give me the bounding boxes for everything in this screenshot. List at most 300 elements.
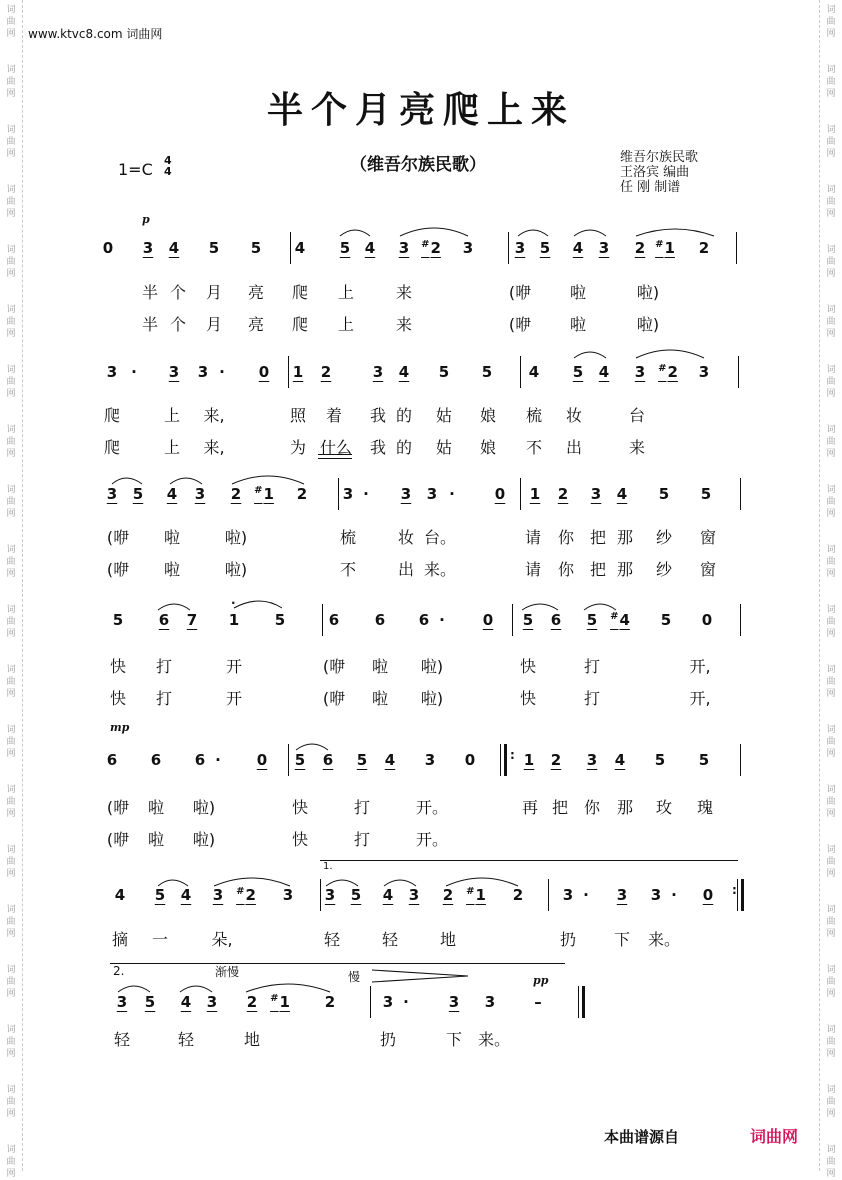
note: 4 — [166, 485, 178, 503]
lyric-syllable: 摘 — [111, 930, 129, 949]
lyric-syllable: 啦 — [163, 560, 181, 579]
note: 3 — [116, 993, 128, 1011]
note: – — [534, 993, 542, 1011]
lyric-syllable: 来 — [628, 438, 646, 457]
lyric-syllable: 半 — [141, 283, 159, 302]
lyric-syllable: 啦) — [224, 560, 248, 579]
note: 3 — [106, 363, 118, 381]
margin-watermark: 词 曲 网 — [826, 605, 836, 639]
note: 3 — [408, 886, 420, 904]
note: 0 — [464, 751, 476, 769]
note: 5 — [700, 485, 712, 503]
lyric-syllable: 地 — [439, 930, 457, 949]
lyric-syllable: 不 — [339, 560, 357, 579]
lyric-syllable: (咿 — [322, 657, 346, 676]
note: 1 — [529, 485, 541, 503]
lyric-syllable: 来, — [203, 406, 225, 425]
slur — [234, 601, 282, 608]
lyric-syllable: 快 — [109, 657, 127, 676]
slur — [584, 604, 616, 610]
lyric-syllable: 轻 — [381, 930, 399, 949]
lyric-syllable: 亮 — [247, 315, 265, 334]
note: 4 — [180, 993, 192, 1011]
lyric-syllable: 来 — [395, 283, 413, 302]
slur — [636, 350, 704, 358]
note: 5 — [586, 611, 598, 629]
slur — [232, 476, 304, 484]
note: 5 — [660, 611, 672, 629]
note: 6 — [322, 751, 334, 769]
note: · — [449, 485, 455, 503]
lyric-syllable: 纱 — [655, 528, 673, 547]
lyric-syllable: 月 — [205, 283, 223, 302]
note: 4 — [168, 239, 180, 257]
note: 3 — [212, 886, 224, 904]
note: 2 — [698, 239, 710, 257]
note: 6 — [194, 751, 206, 769]
note: 0 — [494, 485, 506, 503]
lyric-syllable: 下 — [445, 1030, 463, 1049]
note: · — [215, 751, 221, 769]
lyric-syllable: 玫 — [655, 798, 673, 817]
lyric-syllable: 轻 — [113, 1030, 131, 1049]
slur — [158, 604, 190, 610]
lyric-syllable: 啦 — [371, 657, 389, 676]
lyric-syllable: 开 — [225, 689, 243, 708]
margin-watermark: 词 曲 网 — [826, 1025, 836, 1059]
note: 4 — [364, 239, 376, 257]
note: 5 — [294, 751, 306, 769]
note: 4 — [180, 886, 192, 904]
margin-watermark: 词 曲 网 — [6, 1085, 16, 1119]
note: 3 — [194, 485, 206, 503]
volta-second-label: 2. — [113, 964, 125, 978]
lyric-syllable: 扔 — [379, 1030, 397, 1049]
lyric-syllable: 上 — [337, 315, 355, 334]
lyric-syllable: 上 — [163, 438, 181, 457]
lyric-syllable: 窗 — [699, 528, 717, 547]
lyric-syllable: 那 — [616, 528, 634, 547]
note: 2 — [557, 485, 569, 503]
lyric-syllable: 打 — [353, 830, 371, 849]
margin-watermark: 词 曲 网 — [826, 1145, 836, 1179]
margin-watermark: 词 曲 网 — [6, 725, 16, 759]
note: 4 — [382, 886, 394, 904]
volta-first-label: 1. — [323, 861, 333, 872]
credit-origin: 维吾尔族民歌 — [620, 150, 699, 165]
note: 5 — [481, 363, 493, 381]
time-signature-bottom: 4 — [164, 165, 172, 178]
lyric-syllable: 扔 — [559, 930, 577, 949]
note: · — [219, 363, 225, 381]
note: 6 — [418, 611, 430, 629]
note: 3 — [168, 363, 180, 381]
slur — [180, 986, 212, 992]
note: 3 — [206, 993, 218, 1011]
credit-arranger: 王洛宾 编曲 — [620, 165, 690, 180]
lyric-syllable: 啦) — [420, 657, 444, 676]
slur — [170, 478, 202, 484]
slur — [340, 230, 370, 236]
note: · — [403, 993, 409, 1011]
note: 4 — [114, 886, 126, 904]
note: #4 — [610, 611, 630, 629]
note: 3 — [462, 239, 474, 257]
lyric-syllable: 把 — [589, 560, 607, 579]
lyric-syllable: 姑 — [435, 438, 453, 457]
slur — [636, 229, 714, 236]
note: 3 — [586, 751, 598, 769]
song-title: 半个月亮爬上来 — [266, 89, 575, 131]
note: 4 — [598, 363, 610, 381]
note: 5 — [654, 751, 666, 769]
note: 2 — [550, 751, 562, 769]
note: 3 — [342, 485, 354, 503]
lyric-syllable: 啦 — [569, 315, 587, 334]
lyric-syllable: 纱 — [655, 560, 673, 579]
note: 5 — [274, 611, 286, 629]
margin-watermark: 词 曲 网 — [826, 125, 836, 159]
lyric-syllable: 啦 — [163, 528, 181, 547]
margin-watermark: 词 曲 网 — [6, 245, 16, 279]
lyric-syllable: (咿 — [508, 315, 532, 334]
note: 5 — [154, 886, 166, 904]
lyric-syllable: 梳 — [339, 528, 357, 547]
lyric-syllable: (咿 — [508, 283, 532, 302]
slur — [118, 986, 150, 992]
lyric-syllable: 爬 — [291, 283, 309, 302]
note: 4 — [398, 363, 410, 381]
note: 2 — [320, 363, 332, 381]
lyric-syllable: 啦 — [569, 283, 587, 302]
lyric-syllable: 来。 — [423, 560, 457, 579]
note: 2 — [230, 485, 242, 503]
lyric-syllable: 瑰 — [696, 798, 714, 817]
lyric-syllable: 来。 — [647, 930, 681, 949]
note: · — [363, 485, 369, 503]
lyric-syllable: 不 — [525, 438, 543, 457]
note: #2 — [236, 886, 256, 904]
lyric-syllable: 亮 — [247, 283, 265, 302]
lyric-syllable: 开 — [225, 657, 243, 676]
margin-watermark: 词 曲 网 — [6, 1145, 16, 1179]
note: 3 — [634, 363, 646, 381]
note: 3 — [106, 485, 118, 503]
lyric-syllable: 妆 — [565, 406, 583, 425]
key-signature: 1=C — [118, 160, 153, 179]
note: 5 — [132, 485, 144, 503]
lyric-syllable: 开, — [689, 657, 711, 676]
lyric-syllable: (咿 — [106, 798, 130, 817]
margin-watermark: 词 曲 网 — [826, 5, 836, 39]
note: 5 — [658, 485, 670, 503]
lyric-syllable: 姑 — [435, 406, 453, 425]
lyric-syllable: 我 — [369, 438, 387, 457]
slur — [326, 880, 358, 886]
lyric-syllable: 我 — [369, 406, 387, 425]
note: 6 — [374, 611, 386, 629]
note: 1 — [523, 751, 535, 769]
note: 5 — [698, 751, 710, 769]
lyric-syllable: 快 — [519, 689, 537, 708]
lyric-syllable: 打 — [583, 657, 601, 676]
lyric-syllable: 开, — [689, 689, 711, 708]
lyric-syllable: 把 — [551, 798, 569, 817]
note: 4 — [528, 363, 540, 381]
slur — [296, 744, 328, 750]
note: · — [439, 611, 445, 629]
lyric-syllable: 什么 — [319, 438, 353, 457]
note: 3 — [424, 751, 436, 769]
margin-watermark: 词 曲 网 — [6, 305, 16, 339]
lyric-syllable: 啦) — [192, 798, 216, 817]
lyric-syllable: 开。 — [415, 830, 449, 849]
note: 3 — [372, 363, 384, 381]
lyric-syllable: 啦 — [371, 689, 389, 708]
note: 6 — [158, 611, 170, 629]
margin-watermark: 词 曲 网 — [826, 785, 836, 819]
lyric-syllable: 打 — [353, 798, 371, 817]
margin-watermark: 词 曲 网 — [826, 965, 836, 999]
margin-watermark: 词 曲 网 — [6, 665, 16, 699]
slur — [522, 604, 558, 610]
lyric-syllable: 出 — [397, 560, 415, 579]
lyric-syllable: 的 — [395, 406, 413, 425]
lyric-syllable: 上 — [163, 406, 181, 425]
lyric-syllable: 月 — [205, 315, 223, 334]
lyric-syllable: 一 — [151, 930, 169, 949]
lyric-syllable: 半 — [141, 315, 159, 334]
footer-source: 本曲谱源自 — [604, 1128, 680, 1146]
lyric-syllable: 快 — [109, 689, 127, 708]
lyric-syllable: 上 — [337, 283, 355, 302]
slur — [574, 230, 606, 236]
margin-watermark: 词 曲 网 — [6, 605, 16, 639]
lyric-syllable: 啦 — [147, 798, 165, 817]
note: 5 — [250, 239, 262, 257]
lyric-syllable: 轻 — [323, 930, 341, 949]
lyric-syllable: 娘 — [479, 406, 497, 425]
lyric-syllable: 啦 — [147, 830, 165, 849]
repeat-dots: : — [732, 883, 737, 897]
note: 2 — [442, 886, 454, 904]
lyric-syllable: 轻 — [177, 1030, 195, 1049]
lyric-syllable: 着 — [325, 406, 343, 425]
note: 0 — [256, 751, 268, 769]
note: 0 — [701, 611, 713, 629]
note: #2 — [421, 239, 441, 257]
lyric-syllable: 爬 — [291, 315, 309, 334]
note: 6 — [106, 751, 118, 769]
lyric-syllable: 那 — [616, 560, 634, 579]
lyric-syllable: 地 — [243, 1030, 261, 1049]
lyric-syllable: 来 — [395, 315, 413, 334]
dynamic-pp: pp — [533, 974, 549, 987]
lyric-syllable: 出 — [565, 438, 583, 457]
note: 0 — [702, 886, 714, 904]
lyric-syllable: 个 — [169, 283, 187, 302]
lyric-syllable: 请 — [524, 560, 542, 579]
margin-watermark: 词 曲 网 — [826, 185, 836, 219]
lyric-syllable: 的 — [395, 438, 413, 457]
margin-watermark: 词 曲 网 — [826, 845, 836, 879]
note: 6 — [328, 611, 340, 629]
lyric-syllable: (咿 — [106, 528, 130, 547]
note: 0 — [258, 363, 270, 381]
lyric-syllable: 梳 — [525, 406, 543, 425]
tempo-gradual: 渐慢 — [215, 965, 240, 979]
note: 4 — [572, 239, 584, 257]
note: 3 — [448, 993, 460, 1011]
note: · — [131, 363, 137, 381]
note: 3 — [598, 239, 610, 257]
note: 3 — [142, 239, 154, 257]
lyric-syllable: 爬 — [103, 438, 121, 457]
note: 5 — [522, 611, 534, 629]
margin-watermark: 词 曲 网 — [826, 665, 836, 699]
note: 4 — [294, 239, 306, 257]
lyric-syllable: 来。 — [477, 1030, 511, 1049]
note: 3 — [650, 886, 662, 904]
slur — [158, 880, 188, 886]
lyric-syllable: 啦) — [224, 528, 248, 547]
slur — [446, 878, 518, 886]
lyric-syllable: 请 — [524, 528, 542, 547]
lyric-syllable: 你 — [557, 528, 575, 547]
lyric-syllable: 妆 — [397, 528, 415, 547]
margin-watermark: 词 曲 网 — [826, 1085, 836, 1119]
tempo-slow: 慢 — [348, 970, 361, 984]
note: 1 — [228, 611, 240, 629]
margin-watermark: 词 曲 网 — [6, 545, 16, 579]
note: 1 — [292, 363, 304, 381]
note: #1 — [655, 239, 675, 257]
note: 5 — [356, 751, 368, 769]
lyric-syllable: 朵, — [211, 930, 233, 949]
margin-watermark: 词 曲 网 — [826, 245, 836, 279]
lyric-syllable: 再 — [521, 798, 539, 817]
margin-watermark: 词 曲 网 — [6, 365, 16, 399]
margin-watermark: 词 曲 网 — [826, 485, 836, 519]
note: 5 — [350, 886, 362, 904]
lyric-syllable: 快 — [291, 830, 309, 849]
note: 6 — [550, 611, 562, 629]
site-url[interactable]: www.ktvc8.com — [28, 27, 123, 41]
note: 2 — [512, 886, 524, 904]
margin-watermark: 词 曲 网 — [6, 845, 16, 879]
lyric-syllable: (咿 — [106, 560, 130, 579]
note: 5 — [539, 239, 551, 257]
lyric-syllable: 啦) — [636, 315, 660, 334]
margin-watermark: 词 曲 网 — [6, 485, 16, 519]
slur — [246, 984, 330, 992]
hairpin — [372, 970, 468, 982]
margin-watermark: 词 曲 网 — [826, 725, 836, 759]
note: #2 — [658, 363, 678, 381]
slur — [112, 478, 142, 484]
note: 5 — [112, 611, 124, 629]
lyric-syllable: 个 — [169, 315, 187, 334]
lyric-syllable: (咿 — [322, 689, 346, 708]
slur — [574, 352, 606, 358]
lyric-syllable: 打 — [155, 657, 173, 676]
lyric-syllable: 快 — [519, 657, 537, 676]
note: 4 — [616, 485, 628, 503]
note: 3 — [590, 485, 602, 503]
lyric-syllable: 照 — [289, 406, 307, 425]
lyric-syllable: 台 — [628, 406, 646, 425]
lyric-syllable: 为 — [289, 438, 307, 457]
margin-watermark: 词 曲 网 — [826, 545, 836, 579]
note: #1 — [270, 993, 290, 1011]
margin-watermark: 词 曲 网 — [6, 5, 16, 39]
lyric-syllable: 把 — [589, 528, 607, 547]
margin-watermark: 词 曲 网 — [6, 425, 16, 459]
note: 3 — [562, 886, 574, 904]
lyric-syllable: 开。 — [415, 798, 449, 817]
lyric-syllable: (咿 — [106, 830, 130, 849]
note: 3 — [698, 363, 710, 381]
note: 0 — [102, 239, 114, 257]
slur — [384, 880, 416, 886]
note: 5 — [572, 363, 584, 381]
lyric-syllable: 你 — [557, 560, 575, 579]
note: 2 — [296, 485, 308, 503]
note: 3 — [197, 363, 209, 381]
dynamic-p: p — [142, 213, 150, 226]
note: 2 — [324, 993, 336, 1011]
note: 2 — [246, 993, 258, 1011]
note: #1 — [466, 886, 486, 904]
note: 6 — [150, 751, 162, 769]
note: 5 — [144, 993, 156, 1011]
lyric-syllable: 爬 — [103, 406, 121, 425]
note: 3 — [514, 239, 526, 257]
note: 3 — [426, 485, 438, 503]
note: 0 — [482, 611, 494, 629]
margin-watermark: 词 曲 网 — [826, 365, 836, 399]
note: 7 — [186, 611, 198, 629]
note: 4 — [384, 751, 396, 769]
lyric-syllable: 打 — [155, 689, 173, 708]
site-name: 词曲网 — [126, 27, 163, 41]
lyric-syllable: 娘 — [479, 438, 497, 457]
note: 3 — [484, 993, 496, 1011]
slur — [214, 878, 290, 886]
margin-watermark: 词 曲 网 — [6, 965, 16, 999]
note: 4 — [614, 751, 626, 769]
lyric-syllable: 啦) — [192, 830, 216, 849]
footer-brand[interactable]: 词曲网 — [750, 1127, 799, 1146]
note: 5 — [208, 239, 220, 257]
margin-watermark: 词 曲 网 — [6, 185, 16, 219]
note: · — [583, 886, 589, 904]
note: 3 — [400, 485, 412, 503]
margin-watermark: 词 曲 网 — [826, 905, 836, 939]
lyric-syllable: 啦) — [420, 689, 444, 708]
note: 5 — [438, 363, 450, 381]
note: · — [671, 886, 677, 904]
margin-watermark: 词 曲 网 — [6, 65, 16, 99]
note: 3 — [282, 886, 294, 904]
margin-watermark: 词 曲 网 — [6, 905, 16, 939]
note: 3 — [382, 993, 394, 1011]
margin-watermark: 词 曲 网 — [6, 125, 16, 159]
credit-transcriber: 任 刚 制谱 — [620, 180, 681, 195]
margin-watermark: 词 曲 网 — [6, 1025, 16, 1059]
lyric-syllable: 你 — [583, 798, 601, 817]
lyric-syllable: 快 — [291, 798, 309, 817]
